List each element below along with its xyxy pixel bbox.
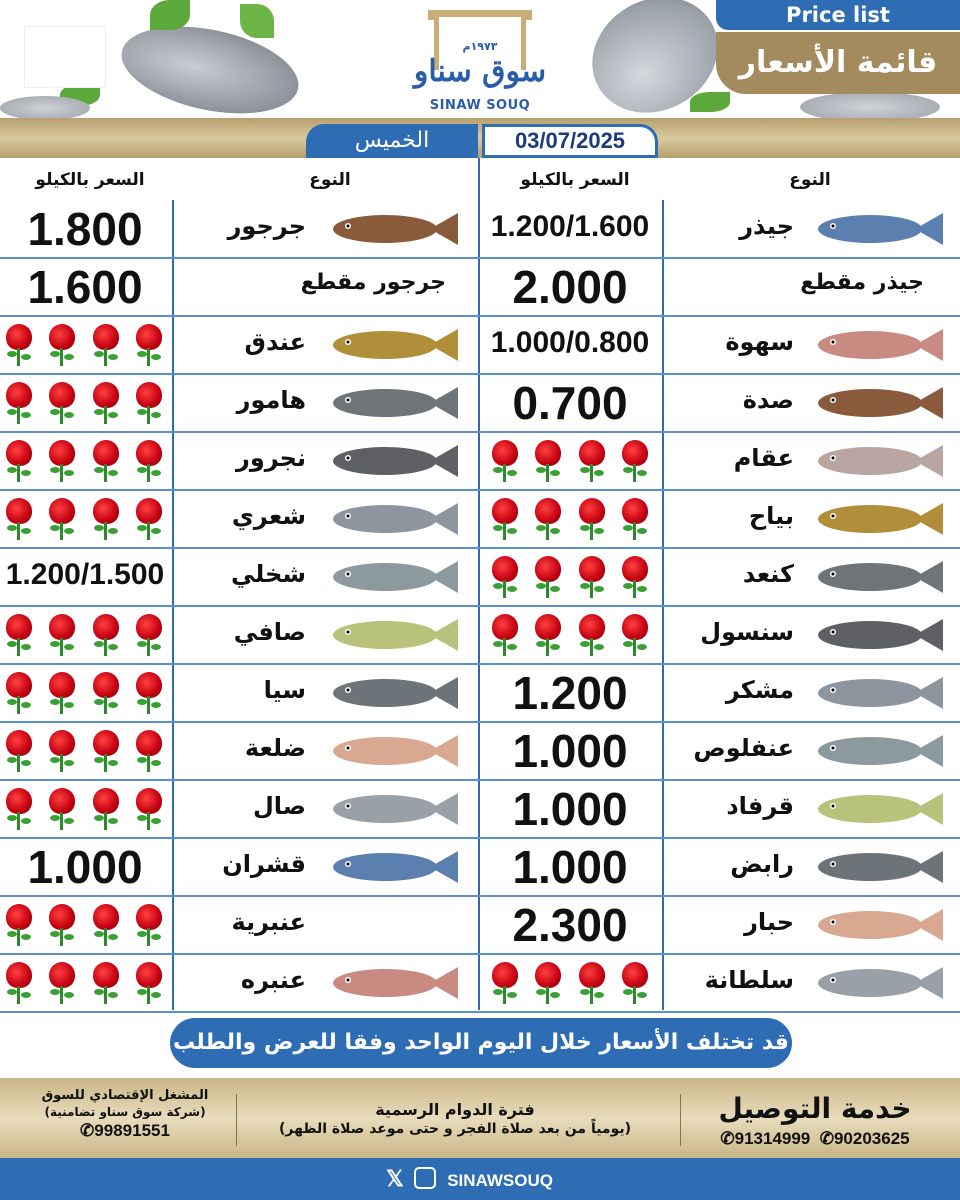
left-fish-name: شعري bbox=[231, 502, 306, 530]
rose-icon bbox=[47, 324, 77, 366]
fish-image bbox=[815, 207, 945, 255]
row-divider bbox=[0, 257, 960, 259]
rose-icon bbox=[47, 440, 77, 482]
fish-image bbox=[330, 497, 460, 545]
right-fish-name: جيذر bbox=[739, 212, 794, 240]
hours-section bbox=[240, 1100, 670, 1137]
decorative-herb-image bbox=[690, 92, 730, 112]
row-divider bbox=[0, 373, 960, 375]
rose-icon bbox=[4, 440, 34, 482]
rose-icon bbox=[620, 498, 650, 540]
row-divider bbox=[0, 315, 960, 317]
rose-icon bbox=[577, 440, 607, 482]
right-fish-price: 2.000 bbox=[512, 261, 628, 313]
rose-icon bbox=[620, 556, 650, 598]
right-fish-name: سهوة bbox=[725, 328, 794, 356]
right-fish-price: 1.000 bbox=[512, 725, 628, 777]
left-fish-name: نجرور bbox=[236, 444, 306, 472]
right-fish-price: 2.300 bbox=[512, 899, 628, 951]
operator-company: (شركة سوق سناو تضامنية) bbox=[44, 1105, 206, 1119]
right-type-header: النوع bbox=[789, 170, 831, 190]
column-divider bbox=[478, 158, 480, 1010]
rose-icon bbox=[4, 498, 34, 540]
rose-icon bbox=[91, 904, 121, 946]
whatsapp-icon: ✆ bbox=[80, 1121, 95, 1140]
right-fish-name: رابض bbox=[730, 850, 794, 878]
rose-icon bbox=[4, 788, 34, 830]
fish-image bbox=[330, 323, 460, 371]
row-divider bbox=[0, 547, 960, 549]
right-fish-price: 1.200/1.600 bbox=[490, 210, 650, 243]
delivery-section bbox=[690, 1092, 940, 1149]
rose-icon bbox=[134, 672, 164, 714]
header-white-box bbox=[24, 26, 106, 88]
fish-image bbox=[815, 613, 945, 661]
date-band bbox=[0, 118, 960, 158]
roses-price-placeholder bbox=[490, 496, 650, 542]
rose-icon bbox=[91, 498, 121, 540]
left-fish-price: 1.600 bbox=[27, 261, 143, 313]
fish-image bbox=[815, 323, 945, 371]
right-fish-name: حبار bbox=[744, 908, 794, 936]
footer-info bbox=[0, 1078, 960, 1158]
rose-icon bbox=[47, 730, 77, 772]
fish-image bbox=[330, 207, 460, 255]
right-fish-name: عنفلوص bbox=[693, 734, 794, 762]
operator-section bbox=[20, 1088, 230, 1141]
left-fish-name: جرجور bbox=[227, 212, 306, 240]
roses-price-placeholder bbox=[4, 670, 164, 716]
whatsapp-icon: ✆ bbox=[720, 1129, 735, 1148]
footer-divider bbox=[236, 1094, 237, 1146]
social-handle[interactable]: SINAWSOUQ bbox=[447, 1171, 553, 1190]
rose-icon bbox=[47, 382, 77, 424]
left-fish-name: صافي bbox=[233, 618, 306, 646]
right-fish-price: 1.200 bbox=[512, 667, 628, 719]
rose-icon bbox=[490, 498, 520, 540]
logo-arabic-name: سوق سناو bbox=[413, 54, 547, 89]
rose-icon bbox=[47, 788, 77, 830]
left-fish-price: 1.000 bbox=[27, 841, 143, 893]
decorative-fish-image bbox=[800, 92, 940, 120]
operator-phone[interactable]: 99891551 bbox=[94, 1121, 170, 1140]
roses-price-placeholder bbox=[4, 322, 164, 368]
rose-icon bbox=[134, 962, 164, 1004]
fish-image bbox=[815, 845, 945, 893]
rose-icon bbox=[47, 962, 77, 1004]
logo-year: ١٩٧٣م bbox=[462, 40, 498, 53]
row-divider bbox=[0, 953, 960, 955]
whatsapp-icon: ✆ bbox=[819, 1129, 834, 1148]
rose-icon bbox=[134, 324, 164, 366]
fish-image bbox=[330, 613, 460, 661]
date-label: 03/07/2025 bbox=[482, 124, 658, 158]
fish-image bbox=[815, 903, 945, 951]
right-fish-name: جيذر مقطع bbox=[800, 270, 924, 295]
rose-icon bbox=[490, 440, 520, 482]
social-bar bbox=[0, 1158, 960, 1200]
rose-icon bbox=[4, 730, 34, 772]
fish-image bbox=[815, 729, 945, 777]
decorative-fish-image bbox=[114, 12, 307, 120]
roses-price-placeholder bbox=[4, 786, 164, 832]
rose-icon bbox=[134, 614, 164, 656]
rose-icon bbox=[91, 324, 121, 366]
row-divider bbox=[0, 721, 960, 723]
right-fish-name: مشكر bbox=[725, 676, 794, 704]
rose-icon bbox=[134, 440, 164, 482]
right-fish-price: 1.000 bbox=[512, 841, 628, 893]
roses-price-placeholder bbox=[490, 612, 650, 658]
rose-icon bbox=[577, 498, 607, 540]
roses-price-placeholder bbox=[4, 438, 164, 484]
rose-icon bbox=[533, 440, 563, 482]
fish-image bbox=[815, 381, 945, 429]
right-fish-name: صدة bbox=[742, 386, 794, 414]
price-table bbox=[0, 158, 960, 1014]
delivery-phone-1[interactable]: 90203625 bbox=[833, 1129, 910, 1148]
left-fish-name: جرجور مقطع bbox=[300, 270, 446, 295]
right-fish-name: بياح bbox=[748, 502, 794, 530]
rose-icon bbox=[134, 788, 164, 830]
right-fish-price: 1.000/0.800 bbox=[490, 326, 650, 359]
rose-icon bbox=[4, 382, 34, 424]
rose-icon bbox=[533, 962, 563, 1004]
rose-icon bbox=[577, 556, 607, 598]
rose-icon bbox=[134, 498, 164, 540]
delivery-title: خدمة التوصيل bbox=[718, 1092, 912, 1125]
roses-price-placeholder bbox=[490, 960, 650, 1006]
roses-price-placeholder bbox=[490, 554, 650, 600]
left-price-header: السعر بالكيلو bbox=[35, 170, 145, 190]
decorative-herb-image bbox=[240, 4, 274, 38]
row-divider bbox=[0, 431, 960, 433]
rose-icon bbox=[533, 614, 563, 656]
right-fish-name: كنعد bbox=[742, 560, 794, 588]
rose-icon bbox=[620, 614, 650, 656]
logo-english-name: SINAW SOUQ bbox=[429, 98, 531, 113]
roses-price-placeholder bbox=[4, 902, 164, 948]
rose-icon bbox=[4, 904, 34, 946]
rose-icon bbox=[577, 614, 607, 656]
left-fish-name: عنبره bbox=[240, 966, 306, 994]
rose-icon bbox=[47, 904, 77, 946]
fish-image bbox=[330, 381, 460, 429]
rose-icon bbox=[91, 672, 121, 714]
delivery-phone-2[interactable]: 91314999 bbox=[734, 1129, 811, 1148]
hours-title: فترة الدوام الرسمية bbox=[375, 1100, 535, 1119]
right-fish-name: سلطانة bbox=[704, 966, 794, 994]
left-fish-name: سيا bbox=[263, 676, 306, 704]
row-divider bbox=[0, 837, 960, 839]
rose-icon bbox=[134, 904, 164, 946]
fish-image bbox=[815, 671, 945, 719]
decorative-herb-image bbox=[150, 0, 190, 30]
row-divider bbox=[0, 779, 960, 781]
rose-icon bbox=[47, 614, 77, 656]
left-type-header: النوع bbox=[309, 170, 351, 190]
left-fish-name: شخلي bbox=[231, 560, 306, 588]
roses-price-placeholder bbox=[4, 728, 164, 774]
rose-icon bbox=[91, 440, 121, 482]
delivery-phones bbox=[690, 1129, 940, 1149]
fish-image bbox=[330, 845, 460, 893]
row-divider bbox=[0, 895, 960, 897]
row-divider bbox=[0, 663, 960, 665]
roses-price-placeholder bbox=[4, 380, 164, 426]
fish-image bbox=[330, 555, 460, 603]
roses-price-placeholder bbox=[4, 612, 164, 658]
rose-icon bbox=[577, 962, 607, 1004]
rose-icon bbox=[620, 962, 650, 1004]
right-fish-price: 1.000 bbox=[512, 783, 628, 835]
operator-phone-line bbox=[20, 1121, 230, 1141]
decorative-fish-image bbox=[0, 96, 90, 120]
roses-price-placeholder bbox=[4, 960, 164, 1006]
rose-icon bbox=[91, 788, 121, 830]
fish-image bbox=[815, 787, 945, 835]
header bbox=[0, 0, 960, 120]
rose-icon bbox=[533, 556, 563, 598]
price-list-title-en: Price list bbox=[716, 0, 960, 30]
left-fish-name: عنبرية bbox=[231, 908, 306, 936]
rose-icon bbox=[47, 498, 77, 540]
fish-image bbox=[815, 961, 945, 1009]
fish-image bbox=[330, 671, 460, 719]
row-divider bbox=[0, 489, 960, 491]
rose-icon bbox=[134, 382, 164, 424]
rose-icon bbox=[4, 614, 34, 656]
right-fish-name: سنسول bbox=[700, 618, 794, 646]
rose-icon bbox=[4, 324, 34, 366]
rose-icon bbox=[91, 614, 121, 656]
rose-icon bbox=[91, 730, 121, 772]
left-fish-name: ضلعة bbox=[244, 734, 306, 762]
fish-image bbox=[330, 439, 460, 487]
fish-image bbox=[815, 555, 945, 603]
right-fish-price: 0.700 bbox=[512, 377, 628, 429]
left-fish-price: 1.800 bbox=[27, 203, 143, 255]
sinaw-souq-logo bbox=[410, 10, 550, 118]
price-list-title-ar: قائمة الأسعار bbox=[716, 32, 960, 94]
fish-image bbox=[330, 729, 460, 777]
rose-icon bbox=[490, 556, 520, 598]
fish-image bbox=[330, 961, 460, 1009]
roses-price-placeholder bbox=[490, 438, 650, 484]
right-price-header: السعر بالكيلو bbox=[520, 170, 630, 190]
day-label: الخميس bbox=[306, 124, 478, 158]
left-fish-name: عندق bbox=[244, 328, 306, 356]
rose-icon bbox=[134, 730, 164, 772]
rose-icon bbox=[91, 962, 121, 1004]
left-fish-name: هامور bbox=[236, 386, 306, 414]
left-fish-name: قشران bbox=[222, 850, 306, 878]
x-icon[interactable]: 𝕏 bbox=[386, 1166, 404, 1191]
fish-image bbox=[330, 787, 460, 835]
instagram-icon[interactable] bbox=[414, 1167, 436, 1189]
fish-image bbox=[815, 439, 945, 487]
row-divider bbox=[0, 605, 960, 607]
left-fish-name: صال bbox=[252, 792, 306, 820]
rose-icon bbox=[4, 962, 34, 1004]
rose-icon bbox=[47, 672, 77, 714]
rose-icon bbox=[490, 962, 520, 1004]
rose-icon bbox=[490, 614, 520, 656]
left-fish-price: 1.200/1.500 bbox=[5, 558, 165, 591]
price-variation-note: قد تختلف الأسعار خلال اليوم الواحد وفقا للعرض والطلب bbox=[170, 1018, 792, 1068]
hours-detail: (يومياً من بعد صلاة الفجر و حتى موعد صلاة الظهر) bbox=[278, 1121, 632, 1137]
footer-divider bbox=[680, 1094, 681, 1146]
right-fish-name: قرفاد bbox=[726, 792, 794, 820]
roses-price-placeholder bbox=[4, 496, 164, 542]
social-links[interactable] bbox=[386, 1166, 553, 1192]
operator-title: المشغل الإقتصادي للسوق bbox=[41, 1088, 209, 1103]
rose-icon bbox=[620, 440, 650, 482]
rose-icon bbox=[91, 382, 121, 424]
rose-icon bbox=[4, 672, 34, 714]
right-fish-name: عقام bbox=[733, 444, 794, 472]
fish-image bbox=[815, 497, 945, 545]
rose-icon bbox=[533, 498, 563, 540]
row-divider bbox=[0, 1011, 960, 1013]
